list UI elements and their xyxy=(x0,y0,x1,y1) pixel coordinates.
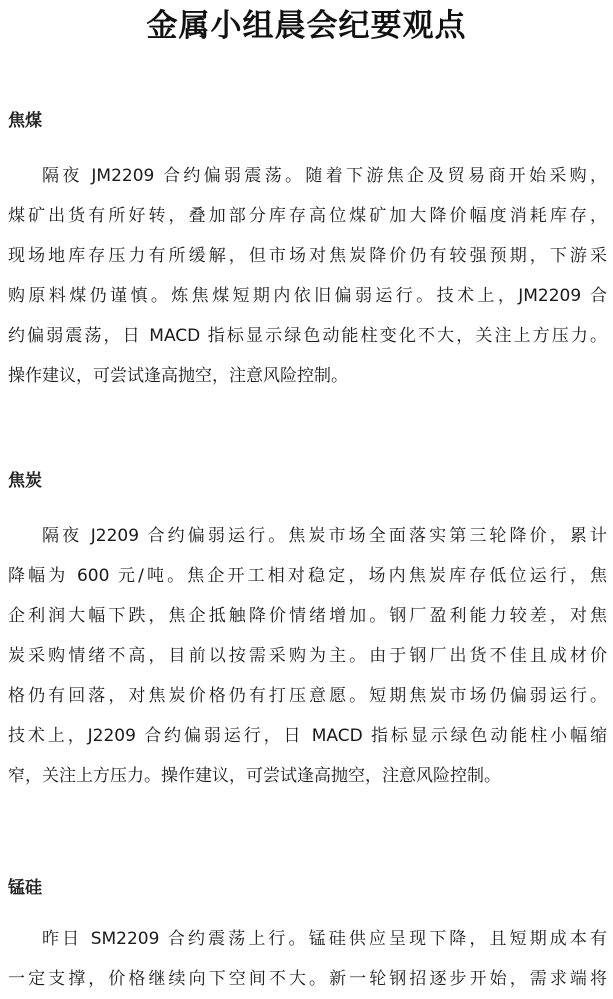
paragraph-line: 技术上，J2209 合约偏弱运行，日 MACD 指标显示绿色动能柱小幅缩 xyxy=(8,726,607,746)
paragraph-coke xyxy=(8,516,607,796)
paragraph-line: 隔夜 JM2209 合约偏弱震荡。随着下游焦企及贸易商开始采购， xyxy=(42,166,607,186)
paragraph-line: 格仍有回落，对焦炭价格仍有打压意愿。短期焦炭市场仍偏弱运行。 xyxy=(8,686,607,706)
paragraph-line: 现场地库存压力有所缓解，但市场对焦炭降价仍有较强预期，下游采 xyxy=(8,246,607,266)
paragraph-line: 窄，关注上方压力。操作建议，可尝试逢高抛空，注意风险控制。 xyxy=(8,766,501,786)
document-title: 金属小组晨会纪要观点 xyxy=(146,8,467,44)
paragraph-line: 炭采购情绪不高，目前以按需采购为主。由于钢厂出货不佳且成材价 xyxy=(8,646,607,666)
section-silicomanganese xyxy=(8,877,607,999)
section-heading-silicomanganese: 锰硅 xyxy=(8,878,42,898)
paragraph-line: 企利润大幅下跌，焦企抵触降价情绪增加。钢厂盈利能力较差，对焦 xyxy=(8,606,607,626)
paragraph-line: 一定支撑，价格继续向下空间不大。新一轮钢招逐步开始，需求端将 xyxy=(8,969,607,989)
section-heading-coke: 焦炭 xyxy=(8,471,42,491)
paragraph-line: 降幅为 600 元/吨。焦企开工相对稳定，场内焦炭库存低位运行，焦 xyxy=(8,566,607,586)
paragraph-line: 隔夜 J2209 合约偏弱运行。焦炭市场全面落实第三轮降价，累计 xyxy=(42,526,607,546)
section-coke xyxy=(8,470,607,796)
paragraph-line: 约偏弱震荡，日 MACD 指标显示绿色动能柱变化不大，关注上方压力。 xyxy=(8,326,607,346)
paragraph-line: 购原料煤仍谨慎。炼焦煤短期内依旧偏弱运行。技术上，JM2209 合 xyxy=(8,286,607,306)
paragraph-silicomanganese xyxy=(8,919,607,999)
section-heading-coking-coal: 焦煤 xyxy=(8,111,42,131)
paragraph-coking-coal xyxy=(8,156,607,396)
paragraph-line: 煤矿出货有所好转，叠加部分库存高位煤矿加大降价幅度消耗库存， xyxy=(8,206,607,226)
section-coking-coal xyxy=(8,110,607,396)
paragraph-line: 操作建议，可尝试逢高抛空，注意风险控制。 xyxy=(8,366,348,386)
paragraph-line: 昨日 SM2209 合约震荡上行。锰硅供应呈现下降，且短期成本有 xyxy=(42,929,607,949)
